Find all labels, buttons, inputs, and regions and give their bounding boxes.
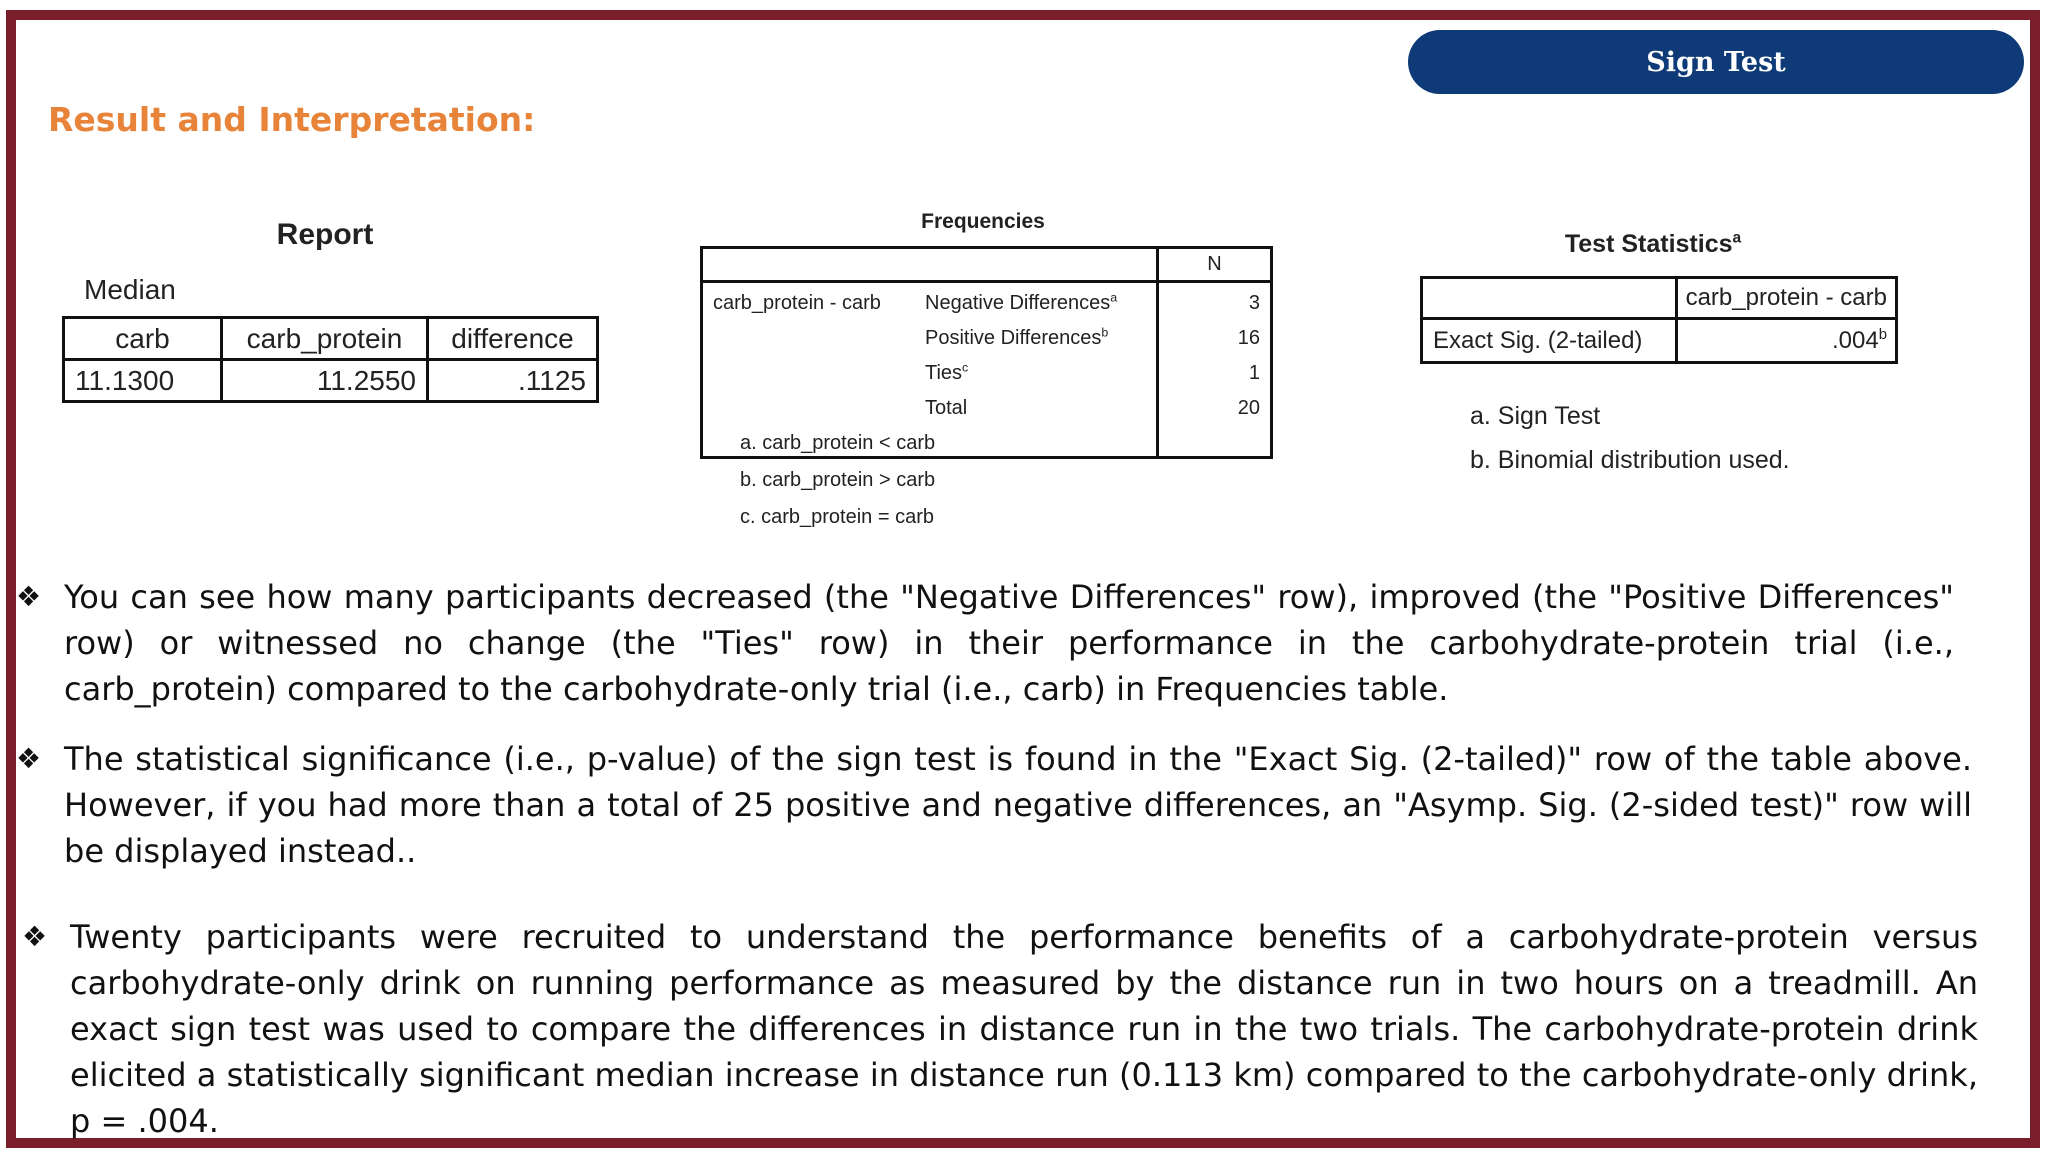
bullet-point: [22, 914, 1978, 1144]
report-col-header: carb_protein: [222, 318, 428, 360]
test-statistics-row-label: Exact Sig. (2-tailed): [1422, 319, 1677, 363]
bullet-text: You can see how many participants decreased (the "Negative Differences" row), improved (the "Positive Differences" row) or witnessed no change (the "Ties" row) in their performance in the carbohydrate-protein trial (i.e., carb_protein) compared to the carbohydrate-only trial (i.e., carb) in Frequencies table.: [64, 578, 1954, 708]
test-statistics-note: b. Binomial distribution used.: [1470, 446, 1790, 474]
report-col-header: difference: [428, 318, 598, 360]
table-row: [1422, 278, 1897, 319]
frequencies-n-cell: [1158, 282, 1272, 458]
frequencies-row-label: Ties$^c$: [925, 360, 969, 384]
diamond-bullet-icon: ❖: [16, 742, 42, 775]
report-cell: 11.2550: [222, 360, 428, 402]
report-table: [62, 316, 599, 403]
frequencies-n-value: 20: [1237, 397, 1260, 419]
report-subtitle: Median: [84, 274, 176, 305]
frequencies-title: Frequencies: [921, 210, 1045, 233]
table-row: [64, 360, 598, 402]
test-statistics-value: .004$^b$: [1676, 319, 1896, 363]
sign-test-badge: Sign Test: [1408, 30, 2024, 94]
report-title: Report: [276, 218, 374, 251]
bullet-point: [16, 736, 1972, 874]
frequencies-n-value: 3: [1248, 292, 1260, 314]
frequencies-empty-header: [702, 248, 1158, 282]
diamond-bullet-icon: ❖: [16, 580, 42, 613]
table-row: [702, 248, 1272, 282]
report-cell: .1125: [428, 360, 598, 402]
frequencies-table: [700, 246, 1273, 459]
frequencies-note: c. carb_protein = carb: [740, 506, 934, 528]
frequencies-n-value: 16: [1237, 327, 1260, 349]
frequencies-n-header: N: [1158, 248, 1272, 282]
report-col-header: carb: [64, 318, 222, 360]
bullet-text: The statistical significance (i.e., p-value) of the sign test is found in the "Exact Sig. (2-tailed)" row of the table above. However, if you had more than a total of 25 positive and negative differences, an "Asymp. Sig. (2-sided test)" row will be displayed instead..: [64, 740, 1972, 870]
bullet-point: [16, 574, 1954, 712]
frequencies-row-label: Positive Differences$^b$: [925, 325, 1109, 349]
table-row: [64, 318, 598, 360]
frequencies-row-label: Total: [925, 397, 968, 419]
frequencies-n-value: 1: [1248, 362, 1260, 384]
test-statistics-table: [1420, 276, 1898, 364]
test-statistics-title: Test Statistics$^a$: [1564, 229, 1742, 258]
frequencies-row-label: Negative Differences$^a$: [925, 290, 1118, 314]
report-cell: 11.1300: [64, 360, 222, 402]
report-table-block: [60, 210, 620, 420]
test-statistics-block: [1418, 224, 1898, 484]
frequencies-pair-label: carb_protein - carb: [713, 292, 881, 314]
frequencies-note: a. carb_protein < carb: [740, 432, 936, 454]
test-statistics-empty-header: [1422, 278, 1677, 319]
table-row: [1422, 319, 1897, 363]
bullet-text: Twenty participants were recruited to understand the performance benefits of a carbohydrate-protein versus carbohydrate-only drink on running performance as measured by the distance run in two hours on a treadmill. An exact sign test was used to compare the differences in distance run in the two trials. The carbohydrate-protein drink elicited a statistically significant median increase in distance run (0.113 km) compared to the carbohydrate-only drink, p = .004.: [70, 918, 1978, 1140]
frequencies-table-block: [698, 206, 1288, 536]
test-statistics-note: a. Sign Test: [1470, 402, 1601, 430]
section-heading: Result and Interpretation:: [48, 100, 536, 139]
test-statistics-col-header: carb_protein - carb: [1676, 278, 1896, 319]
diamond-bullet-icon: ❖: [22, 920, 48, 953]
frequencies-note: b. carb_protein > carb: [740, 469, 936, 491]
